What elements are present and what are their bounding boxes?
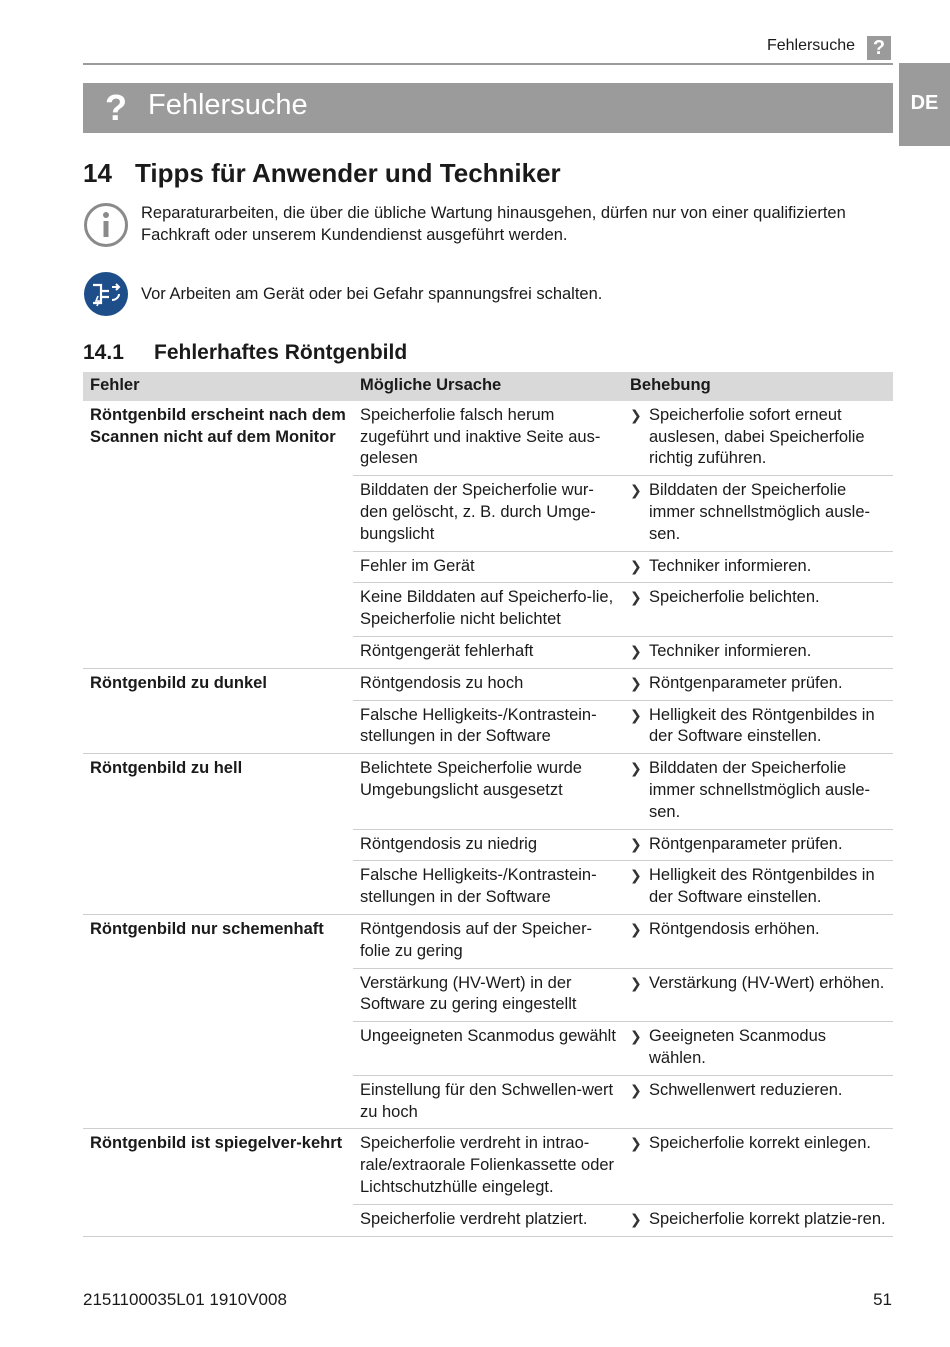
running-header: [83, 33, 893, 65]
remedy-cell: [623, 583, 893, 637]
remedy-cell: [623, 476, 893, 551]
chevron-right-icon: ❯: [630, 760, 642, 777]
remedy-text: Bilddaten der Speicherfolie immer schnellstmöglich ausle-sen.: [649, 759, 870, 821]
remedy-cell: [623, 968, 893, 1022]
remedy-cell: [623, 551, 893, 583]
fault-cell: Röntgenbild erscheint nach dem Scannen nicht auf dem Monitor: [83, 401, 353, 668]
table-row: [83, 1129, 893, 1204]
remedy-cell: [623, 668, 893, 700]
power-notice-text: Vor Arbeiten am Gerät oder bei Gefahr spannungsfrei schalten.: [141, 285, 603, 303]
chevron-right-icon: ❯: [630, 706, 642, 723]
remedy-text: Röntgenparameter prüfen.: [649, 834, 843, 853]
table-row: [83, 914, 893, 968]
cause-cell: Speicherfolie verdreht in intrao-rale/extraorale Folienkassette oder Lichtschutzhülle eingelegt.: [353, 1129, 623, 1204]
remedy-cell: [623, 1022, 893, 1076]
table-header-row: [83, 372, 893, 401]
table-row: [83, 668, 893, 700]
cause-cell: Ungeeigneten Scanmodus gewählt: [353, 1022, 623, 1076]
remedy-cell: [623, 401, 893, 476]
chevron-right-icon: ❯: [630, 589, 642, 606]
fault-cell: Röntgenbild ist spiegelver-kehrt: [83, 1129, 353, 1236]
column-header-behebung: Behebung: [623, 372, 893, 401]
chevron-right-icon: ❯: [630, 406, 642, 423]
remedy-cell: [623, 861, 893, 915]
remedy-text: Verstärkung (HV-Wert) erhöhen.: [649, 973, 885, 992]
chevron-right-icon: ❯: [630, 974, 642, 991]
section-title: Fehlersuche: [148, 89, 308, 121]
cause-cell: Verstärkung (HV-Wert) in der Software zu gering eingestellt: [353, 968, 623, 1022]
info-notice-text: Reparaturarbeiten, die über die übliche Wartung hinausgehen, dürfen nur von einer qualifizierten Fachkraft oder unserem Kundendienst ausgeführt werden.: [141, 204, 846, 244]
cause-cell: Speicherfolie verdreht platziert.: [353, 1204, 623, 1236]
remedy-cell: [623, 754, 893, 829]
fault-table: [83, 372, 893, 1237]
table-row: [83, 754, 893, 829]
remedy-cell: [623, 700, 893, 754]
remedy-text: Techniker informieren.: [649, 556, 812, 575]
remedy-cell: [623, 829, 893, 861]
fault-cell: Röntgenbild zu hell: [83, 754, 353, 915]
chevron-right-icon: ❯: [630, 557, 642, 574]
remedy-text: Geeigneten Scanmodus wählen.: [649, 1027, 827, 1067]
cause-cell: Belichtete Speicherfolie wurde Umgebungslicht ausgesetzt: [353, 754, 623, 829]
section-banner: [83, 83, 893, 133]
cause-cell: Fehler im Gerät: [353, 551, 623, 583]
subsection-heading: [83, 341, 407, 365]
cause-cell: Röntgendosis auf der Speicher-folie zu gering: [353, 914, 623, 968]
question-icon: ?: [867, 36, 891, 60]
cause-cell: Speicherfolie falsch herum zugeführt und inaktive Seite aus-gelesen: [353, 401, 623, 476]
unplug-power-icon: [83, 271, 129, 317]
subsection-number: 14.1: [83, 341, 124, 364]
chevron-right-icon: ❯: [630, 1210, 642, 1227]
document-id: 2151100035L01 1910V008: [83, 1290, 287, 1309]
chevron-right-icon: ❯: [630, 482, 642, 499]
remedy-text: Techniker informieren.: [649, 641, 812, 660]
fault-cell: Röntgenbild zu dunkel: [83, 668, 353, 753]
cause-cell: Einstellung für den Schwellen-wert zu hoch: [353, 1075, 623, 1129]
chevron-right-icon: ❯: [630, 835, 642, 852]
chevron-right-icon: ❯: [630, 920, 642, 937]
cause-cell: Röntgengerät fehlerhaft: [353, 636, 623, 668]
cause-cell: Keine Bilddaten auf Speicherfo-lie, Speicherfolie nicht belichtet: [353, 583, 623, 637]
remedy-text: Speicherfolie belichten.: [649, 588, 820, 607]
remedy-cell: [623, 1129, 893, 1204]
language-tab: DE: [899, 63, 950, 146]
running-header-label: Fehlersuche: [766, 37, 855, 54]
subsection-title: Fehlerhaftes Röntgenbild: [154, 341, 408, 364]
cause-cell: Röntgendosis zu niedrig: [353, 829, 623, 861]
remedy-text: Röntgenparameter prüfen.: [649, 673, 843, 692]
remedy-cell: [623, 1204, 893, 1236]
chapter-heading: [83, 158, 561, 189]
chevron-right-icon: ❯: [630, 1081, 642, 1098]
remedy-cell: [623, 1075, 893, 1129]
chapter-title: Tipps für Anwender und Techniker: [135, 158, 561, 188]
remedy-text: Schwellenwert reduzieren.: [649, 1080, 843, 1099]
cause-cell: Röntgendosis zu hoch: [353, 668, 623, 700]
column-header-ursache: Mögliche Ursache: [353, 372, 623, 401]
cause-cell: Falsche Helligkeits-/Kontrastein-stellungen in der Software: [353, 861, 623, 915]
cause-cell: Bilddaten der Speicherfolie wur-den gelöscht, z. B. durch Umge-bungslicht: [353, 476, 623, 551]
page-number: 51: [873, 1290, 892, 1309]
remedy-cell: [623, 636, 893, 668]
fault-cell: Röntgenbild nur schemenhaft: [83, 914, 353, 1128]
remedy-text: Helligkeit des Röntgenbildes in der Software einstellen.: [649, 705, 875, 746]
remedy-text: Röntgendosis erhöhen.: [649, 919, 820, 938]
cause-cell: Falsche Helligkeits-/Kontrastein-stellungen in der Software: [353, 700, 623, 754]
remedy-cell: [623, 914, 893, 968]
remedy-text: Speicherfolie sofort erneut auslesen, dabei Speicherfolie richtig zuführen.: [649, 405, 865, 468]
chapter-number: 14: [83, 158, 112, 188]
chevron-right-icon: ❯: [630, 867, 642, 884]
chevron-right-icon: ❯: [630, 1135, 642, 1152]
remedy-text: Bilddaten der Speicherfolie immer schnellstmöglich ausle-sen.: [649, 481, 870, 543]
remedy-text: Speicherfolie korrekt einlegen.: [649, 1134, 871, 1153]
chevron-right-icon: ❯: [630, 1028, 642, 1045]
chevron-right-icon: ❯: [630, 674, 642, 691]
info-icon: [83, 202, 129, 248]
column-header-fehler: Fehler: [83, 372, 353, 401]
remedy-text: Helligkeit des Röntgenbildes in der Software einstellen.: [649, 866, 875, 907]
remedy-text: Speicherfolie korrekt platzie-ren.: [649, 1209, 886, 1228]
question-icon: ?: [105, 87, 127, 128]
chevron-right-icon: ❯: [630, 642, 642, 659]
table-row: [83, 401, 893, 476]
